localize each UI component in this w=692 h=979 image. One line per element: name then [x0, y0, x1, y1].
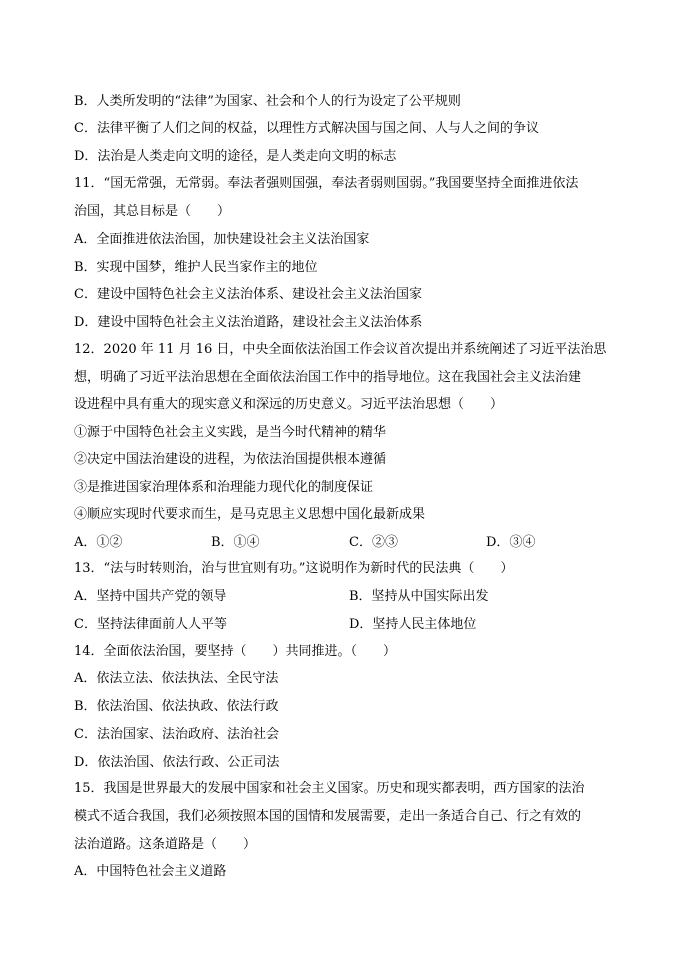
q14-option-c: C．法治国家、法治政府、法治社会	[74, 727, 279, 742]
q11-stem-line-2: 治国，其总目标是（ ）	[74, 204, 231, 219]
q11-option-b: B．实现中国梦，维护人民当家作主的地位	[74, 260, 318, 275]
q14-option-d: D．依法治国、依法行政、公正司法	[74, 755, 280, 770]
q10-option-c: C．法律平衡了人们之间的权益，以理性方式解决国与国之间、人与人之间的争议	[74, 121, 539, 136]
q13-option-a: A．坚持中国共产党的领导	[74, 589, 227, 604]
q12-statement-4: ④顺应实现时代要求而生，是马克思主义思想中国化最新成果	[74, 507, 426, 522]
q11-option-a: A．全面推进依法治国，加快建设社会主义法治国家	[74, 232, 370, 247]
q13-option-b: B．坚持从中国实际出发	[349, 589, 489, 604]
q15-stem-line-2: 模式不适合我国，我们必须按照本国的国情和发展需要，走出一条适合自己、行之有效的	[74, 809, 582, 824]
q10-option-d: D．法治是人类走向文明的途径，是人类走向文明的标志	[74, 149, 397, 164]
q12-option-b: B．①④	[211, 535, 260, 550]
q13-option-d: D．坚持人民主体地位	[349, 617, 477, 632]
q12-stem-line-2: 想，明确了习近平法治思想在全面依法治国工作中的指导地位。这在我国社会主义法治建	[74, 370, 582, 385]
q14-stem: 14．全面依法治国，要坚持（ ）共同推进。（ ）	[74, 644, 397, 659]
q15-option-a: A．中国特色社会主义道路	[74, 864, 227, 879]
q12-option-d: D．③④	[486, 535, 536, 550]
q15-stem-line-1: 15．我国是世界最大的发展中国家和社会主义国家。历史和现实都表明，西方国家的法治	[74, 781, 585, 796]
q12-option-c: C．②③	[349, 535, 398, 550]
q11-stem-line-1: 11．“国无常强，无常弱。奉法者强则国强，奉法者弱则国弱。”我国要坚持全面推进依法	[74, 176, 579, 191]
q12-statement-1: ①源于中国特色社会主义实践，是当今时代精神的精华	[74, 425, 387, 440]
q11-option-c: C．建设中国特色社会主义法治体系、建设社会主义法治国家	[74, 287, 422, 302]
q14-option-b: B．依法治国、依法执政、依法行政	[74, 699, 279, 714]
q10-option-b: B．人类所发明的“法律”为国家、社会和个人的行为设定了公平规则	[74, 94, 461, 109]
q13-stem: 13．“法与时转则治，治与世宜则有功。”这说明作为新时代的民法典（ ）	[74, 561, 514, 576]
q13-option-c: C．坚持法律面前人人平等	[74, 617, 227, 632]
q12-statement-3: ③是推进国家治理体系和治理能力现代化的制度保证	[74, 480, 374, 495]
q12-statement-2: ②决定中国法治建设的进程，为依法治国提供根本遵循	[74, 452, 387, 467]
q12-stem-line-3: 设进程中具有重大的现实意义和深远的历史意义。习近平法治思想（ ）	[74, 397, 504, 412]
q11-option-d: D．建设中国特色社会主义法治道路，建设社会主义法治体系	[74, 315, 423, 330]
q12-stem-line-1: 12．2020 年 11 月 16 日，中央全面依法治国工作会议首次提出并系统阐述了习近平法治思	[74, 342, 607, 357]
q15-stem-line-3: 法治道路。这条道路是（ ）	[74, 837, 257, 852]
q12-option-a: A．①②	[74, 535, 123, 550]
q14-option-a: A．依法立法、依法执法、全民守法	[74, 671, 279, 686]
